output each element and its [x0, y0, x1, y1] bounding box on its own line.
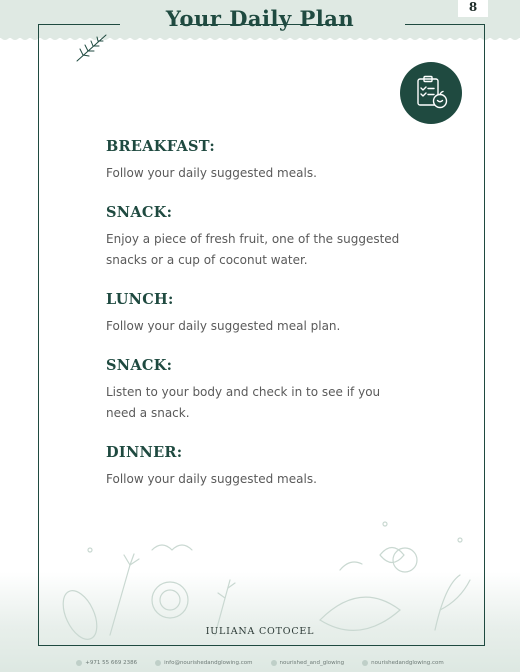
meal-section [106, 138, 406, 184]
meal-section [106, 291, 406, 337]
email-icon [155, 660, 161, 666]
phone-text: +971 55 669 2386 [85, 660, 138, 666]
meal-schedule [106, 138, 406, 510]
website-text: nourishedandglowing.com [371, 660, 444, 666]
contact-footer [0, 657, 520, 669]
page-title: Your Daily Plan [165, 6, 355, 31]
meal-heading: SNACK: [106, 204, 173, 221]
author-name: IULIANA COTOCEL [205, 626, 315, 637]
meal-heading: BREAKFAST: [106, 138, 216, 155]
clipboard-badge [400, 62, 462, 124]
clipboard-checklist-icon [411, 73, 451, 113]
globe-icon [362, 660, 368, 666]
meal-description: Enjoy a piece of fresh fruit, one of the suggested snacks or a cup of coconut water. [106, 232, 400, 267]
phone-icon [76, 660, 82, 666]
email-text: info@nourishedandglowing.com [164, 660, 253, 666]
meal-heading: LUNCH: [106, 291, 174, 308]
meal-heading: DINNER: [106, 444, 183, 461]
meal-heading: SNACK: [106, 357, 173, 374]
footer-email[interactable] [155, 657, 252, 669]
page-number: 8 [458, 0, 488, 17]
footer-instagram[interactable] [271, 657, 345, 669]
meal-description: Follow your daily suggested meals. [106, 166, 317, 180]
meal-section [106, 357, 406, 424]
instagram-icon [271, 660, 277, 666]
meal-description: Follow your daily suggested meal plan. [106, 319, 341, 333]
meal-description: Follow your daily suggested meals. [106, 472, 317, 486]
footer-website[interactable] [362, 657, 444, 669]
meal-description: Listen to your body and check in to see if you need a snack. [106, 385, 381, 420]
herb-sprig-icon [74, 32, 110, 64]
vegetable-illustration [40, 520, 480, 640]
footer-phone [76, 657, 137, 669]
meal-section [106, 204, 406, 271]
meal-section [106, 444, 406, 490]
instagram-text: nourished_and_glowing [279, 660, 345, 666]
